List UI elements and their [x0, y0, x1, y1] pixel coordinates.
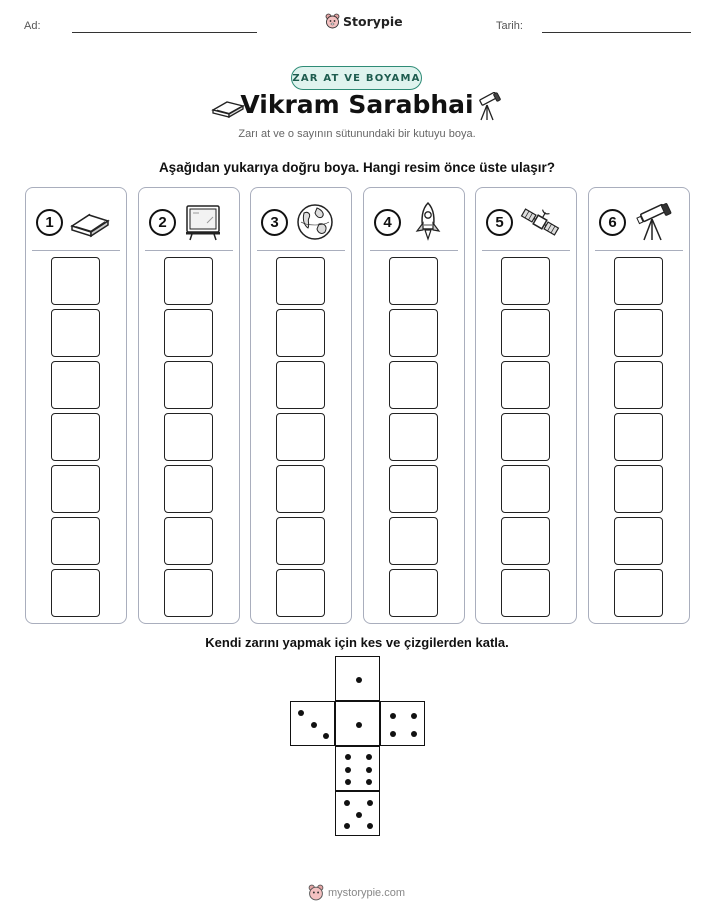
column-3: [250, 187, 352, 624]
coloring-box[interactable]: [614, 257, 663, 305]
footer-mascot-icon: [308, 884, 324, 901]
coloring-box[interactable]: [501, 465, 550, 513]
column-header: [149, 202, 231, 242]
column-divider: [257, 250, 345, 251]
coloring-boxes: [389, 257, 438, 621]
dice-pip: [366, 754, 372, 760]
subtitle: Zarı at ve o sayının sütunundaki bir kutuyu boya.: [238, 128, 476, 140]
coloring-box[interactable]: [51, 309, 100, 357]
satellite-icon: [519, 202, 561, 242]
column-divider: [370, 250, 458, 251]
chalkboard-icon: [182, 202, 224, 242]
dice-pip: [366, 767, 372, 773]
date-label: Tarih:: [496, 20, 523, 32]
column-header: [36, 202, 118, 242]
dice-pip: [345, 767, 351, 773]
column-5: [475, 187, 577, 624]
coloring-box[interactable]: [389, 413, 438, 461]
dice-pip: [345, 754, 351, 760]
coloring-box[interactable]: [276, 361, 325, 409]
dice-pip: [367, 823, 373, 829]
coloring-box[interactable]: [389, 361, 438, 409]
coloring-boxes: [51, 257, 100, 621]
dice-face-1: [335, 656, 380, 701]
dice-pip: [356, 812, 362, 818]
coloring-box[interactable]: [389, 309, 438, 357]
dice-pip: [298, 710, 304, 716]
column-number: 5: [486, 209, 513, 236]
coloring-box[interactable]: [614, 413, 663, 461]
column-header: [486, 202, 568, 242]
dice-pip: [344, 800, 350, 806]
coloring-box[interactable]: [501, 309, 550, 357]
coloring-box[interactable]: [51, 257, 100, 305]
dice-pip: [411, 713, 417, 719]
telescope-icon: [632, 202, 674, 242]
coloring-box[interactable]: [276, 309, 325, 357]
coloring-box[interactable]: [51, 465, 100, 513]
rocket-icon: [407, 202, 449, 242]
coloring-box[interactable]: [614, 361, 663, 409]
page-title: Vikram Sarabhai: [240, 90, 474, 119]
coloring-box[interactable]: [276, 257, 325, 305]
coloring-box[interactable]: [389, 465, 438, 513]
coloring-box[interactable]: [501, 413, 550, 461]
dice-face-6: [335, 746, 380, 791]
coloring-boxes: [276, 257, 325, 621]
coloring-boxes: [501, 257, 550, 621]
dice-face-3: [290, 701, 335, 746]
dice-pip: [366, 779, 372, 785]
cut-instruction: Kendi zarını yapmak için kes ve çizgilerden katla.: [205, 635, 509, 650]
name-label: Ad:: [24, 20, 41, 32]
coloring-box[interactable]: [164, 413, 213, 461]
column-divider: [145, 250, 233, 251]
coloring-box[interactable]: [51, 361, 100, 409]
storypie-logo: [325, 13, 403, 29]
book-icon: [69, 202, 111, 242]
coloring-box[interactable]: [389, 569, 438, 617]
column-1: [25, 187, 127, 624]
coloring-box[interactable]: [164, 361, 213, 409]
column-number: 2: [149, 209, 176, 236]
coloring-box[interactable]: [501, 569, 550, 617]
coloring-box[interactable]: [164, 309, 213, 357]
dice-pip: [345, 779, 351, 785]
coloring-box[interactable]: [501, 257, 550, 305]
dice-pip: [323, 733, 329, 739]
coloring-box[interactable]: [164, 569, 213, 617]
globe-icon: [294, 202, 336, 242]
coloring-box[interactable]: [501, 361, 550, 409]
dice-pip: [390, 731, 396, 737]
coloring-box[interactable]: [51, 517, 100, 565]
coloring-box[interactable]: [276, 569, 325, 617]
dice-pip: [356, 677, 362, 683]
coloring-box[interactable]: [501, 517, 550, 565]
footer-url[interactable]: mystorypie.com: [328, 886, 406, 899]
coloring-box[interactable]: [614, 465, 663, 513]
column-header: [374, 202, 456, 242]
coloring-box[interactable]: [276, 517, 325, 565]
coloring-boxes: [614, 257, 663, 621]
dice-pip: [390, 713, 396, 719]
footer: [308, 884, 405, 901]
coloring-box[interactable]: [51, 413, 100, 461]
coloring-box[interactable]: [614, 517, 663, 565]
telescope-title-icon: [472, 92, 502, 122]
dice-face-4: [380, 701, 425, 746]
column-6: [588, 187, 690, 624]
activity-badge: ZAR AT VE BOYAMA: [291, 66, 422, 90]
coloring-box[interactable]: [51, 569, 100, 617]
coloring-box[interactable]: [614, 569, 663, 617]
dice-face-5: [335, 791, 380, 836]
coloring-box[interactable]: [389, 517, 438, 565]
coloring-box[interactable]: [164, 257, 213, 305]
column-header: [261, 202, 343, 242]
coloring-box[interactable]: [389, 257, 438, 305]
column-number: 6: [599, 209, 626, 236]
column-divider: [595, 250, 683, 251]
coloring-box[interactable]: [614, 309, 663, 357]
coloring-box[interactable]: [164, 517, 213, 565]
dice-pip: [356, 722, 362, 728]
column-4: [363, 187, 465, 624]
dice-pip: [344, 823, 350, 829]
instruction-text: Aşağıdan yukarıya doğru boya. Hangi resim önce üste ulaşır?: [158, 160, 556, 175]
coloring-boxes: [164, 257, 213, 621]
brand-name: Storypie: [343, 13, 403, 29]
dice-pip: [367, 800, 373, 806]
date-line[interactable]: [542, 32, 691, 33]
mascot-icon: [325, 13, 340, 29]
coloring-box[interactable]: [276, 465, 325, 513]
coloring-box[interactable]: [276, 413, 325, 461]
dice-pip: [311, 722, 317, 728]
dice-pip: [411, 731, 417, 737]
column-divider: [32, 250, 120, 251]
column-header: [599, 202, 681, 242]
column-2: [138, 187, 240, 624]
column-number: 1: [36, 209, 63, 236]
name-line[interactable]: [72, 32, 257, 33]
column-number: 3: [261, 209, 288, 236]
coloring-box[interactable]: [164, 465, 213, 513]
column-divider: [482, 250, 570, 251]
dice-face-1: [335, 701, 380, 746]
column-number: 4: [374, 209, 401, 236]
